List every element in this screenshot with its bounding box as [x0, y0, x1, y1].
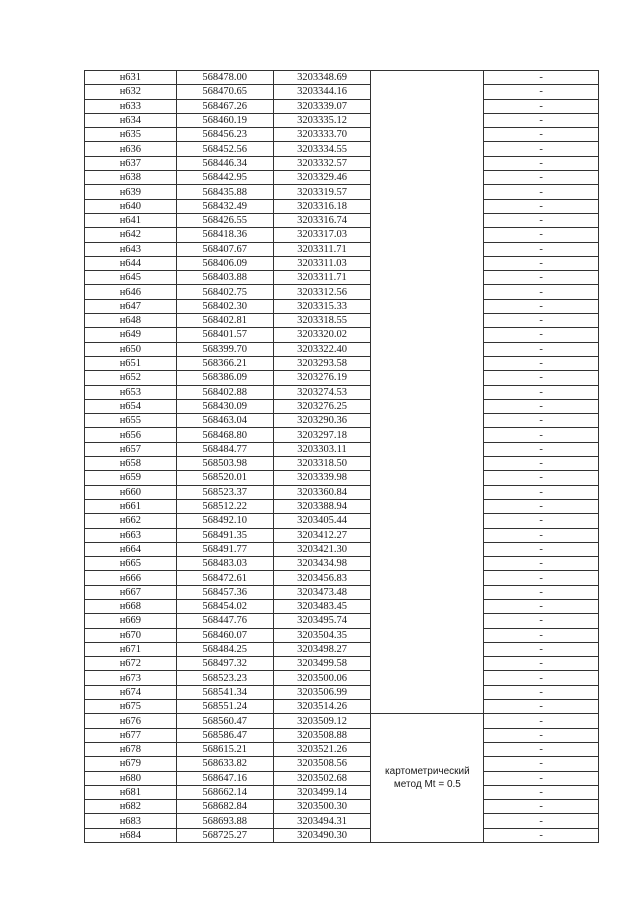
point-cell: н637 — [85, 156, 177, 170]
table-row — [85, 614, 599, 628]
point-cell: н684 — [85, 828, 177, 842]
method-cell — [371, 714, 484, 843]
point-cell: н632 — [85, 85, 177, 99]
point-cell: н679 — [85, 757, 177, 771]
y-coordinate-cell: 3203274.53 — [273, 385, 371, 399]
y-coordinate-cell: 3203320.02 — [273, 328, 371, 342]
note-cell: - — [484, 85, 599, 99]
point-cell: н661 — [85, 499, 177, 513]
x-coordinate-cell: 568467.26 — [176, 99, 273, 113]
table-row — [85, 599, 599, 613]
note-cell: - — [484, 499, 599, 513]
note-cell: - — [484, 542, 599, 556]
table-row — [85, 299, 599, 313]
point-cell: н654 — [85, 399, 177, 413]
point-cell: н674 — [85, 685, 177, 699]
point-cell: н646 — [85, 285, 177, 299]
x-coordinate-cell: 568468.80 — [176, 428, 273, 442]
x-coordinate-cell: 568447.76 — [176, 614, 273, 628]
table-row — [85, 342, 599, 356]
y-coordinate-cell: 3203335.12 — [273, 113, 371, 127]
table-row — [85, 128, 599, 142]
point-cell: н668 — [85, 599, 177, 613]
point-cell: н665 — [85, 557, 177, 571]
y-coordinate-cell: 3203502.68 — [273, 771, 371, 785]
point-cell: н672 — [85, 657, 177, 671]
x-coordinate-cell: 568399.70 — [176, 342, 273, 356]
point-cell: н666 — [85, 571, 177, 585]
y-coordinate-cell: 3203318.50 — [273, 457, 371, 471]
x-coordinate-cell: 568460.19 — [176, 113, 273, 127]
note-cell: - — [484, 342, 599, 356]
y-coordinate-cell: 3203319.57 — [273, 185, 371, 199]
x-coordinate-cell: 568406.09 — [176, 256, 273, 270]
note-cell: - — [484, 156, 599, 170]
point-cell: н653 — [85, 385, 177, 399]
table-row — [85, 428, 599, 442]
note-cell: - — [484, 528, 599, 542]
table-row — [85, 514, 599, 528]
note-cell: - — [484, 557, 599, 571]
point-cell: н667 — [85, 585, 177, 599]
note-cell: - — [484, 514, 599, 528]
point-cell: н635 — [85, 128, 177, 142]
table-row — [85, 142, 599, 156]
coordinates-table-body — [85, 71, 599, 843]
x-coordinate-cell: 568366.21 — [176, 356, 273, 370]
x-coordinate-cell: 568442.95 — [176, 171, 273, 185]
point-cell: н643 — [85, 242, 177, 256]
table-row — [85, 771, 599, 785]
point-cell: н656 — [85, 428, 177, 442]
table-row — [85, 628, 599, 642]
table-row — [85, 99, 599, 113]
y-coordinate-cell: 3203434.98 — [273, 557, 371, 571]
note-cell: - — [484, 714, 599, 728]
note-cell: - — [484, 371, 599, 385]
y-coordinate-cell: 3203329.46 — [273, 171, 371, 185]
note-cell: - — [484, 414, 599, 428]
note-cell: - — [484, 113, 599, 127]
y-coordinate-cell: 3203334.55 — [273, 142, 371, 156]
table-row — [85, 213, 599, 227]
method-note: картометрический метод Mt = 0.5 — [385, 766, 470, 791]
note-cell: - — [484, 614, 599, 628]
point-cell: н652 — [85, 371, 177, 385]
note-cell: - — [484, 771, 599, 785]
table-row — [85, 671, 599, 685]
x-coordinate-cell: 568402.75 — [176, 285, 273, 299]
note-cell: - — [484, 314, 599, 328]
point-cell: н634 — [85, 113, 177, 127]
x-coordinate-cell: 568497.32 — [176, 657, 273, 671]
point-cell: н651 — [85, 356, 177, 370]
x-coordinate-cell: 568647.16 — [176, 771, 273, 785]
y-coordinate-cell: 3203498.27 — [273, 642, 371, 656]
table-row — [85, 371, 599, 385]
y-coordinate-cell: 3203344.16 — [273, 85, 371, 99]
x-coordinate-cell: 568472.61 — [176, 571, 273, 585]
x-coordinate-cell: 568523.23 — [176, 671, 273, 685]
note-cell: - — [484, 471, 599, 485]
point-cell: н658 — [85, 457, 177, 471]
y-coordinate-cell: 3203317.03 — [273, 228, 371, 242]
note-cell: - — [484, 800, 599, 814]
x-coordinate-cell: 568483.03 — [176, 557, 273, 571]
x-coordinate-cell: 568463.04 — [176, 414, 273, 428]
y-coordinate-cell: 3203494.31 — [273, 814, 371, 828]
y-coordinate-cell: 3203483.45 — [273, 599, 371, 613]
point-cell: н678 — [85, 742, 177, 756]
point-cell: н664 — [85, 542, 177, 556]
point-cell: н639 — [85, 185, 177, 199]
note-cell: - — [484, 385, 599, 399]
y-coordinate-cell: 3203521.26 — [273, 742, 371, 756]
x-coordinate-cell: 568520.01 — [176, 471, 273, 485]
y-coordinate-cell: 3203499.58 — [273, 657, 371, 671]
y-coordinate-cell: 3203508.88 — [273, 728, 371, 742]
point-cell: н663 — [85, 528, 177, 542]
x-coordinate-cell: 568541.34 — [176, 685, 273, 699]
note-cell: - — [484, 299, 599, 313]
y-coordinate-cell: 3203412.27 — [273, 528, 371, 542]
point-cell: н669 — [85, 614, 177, 628]
point-cell: н662 — [85, 514, 177, 528]
note-cell: - — [484, 571, 599, 585]
y-coordinate-cell: 3203500.30 — [273, 800, 371, 814]
y-coordinate-cell: 3203499.14 — [273, 785, 371, 799]
x-coordinate-cell: 568491.35 — [176, 528, 273, 542]
point-cell: н671 — [85, 642, 177, 656]
x-coordinate-cell: 568484.77 — [176, 442, 273, 456]
table-row — [85, 571, 599, 585]
coordinates-table — [84, 70, 599, 843]
x-coordinate-cell: 568484.25 — [176, 642, 273, 656]
note-cell: - — [484, 485, 599, 499]
note-cell: - — [484, 599, 599, 613]
x-coordinate-cell: 568615.21 — [176, 742, 273, 756]
note-cell: - — [484, 242, 599, 256]
x-coordinate-cell: 568401.57 — [176, 328, 273, 342]
table-row — [85, 642, 599, 656]
y-coordinate-cell: 3203315.33 — [273, 299, 371, 313]
note-cell: - — [484, 328, 599, 342]
note-cell: - — [484, 728, 599, 742]
x-coordinate-cell: 568418.36 — [176, 228, 273, 242]
note-cell: - — [484, 814, 599, 828]
x-coordinate-cell: 568503.98 — [176, 457, 273, 471]
point-cell: н657 — [85, 442, 177, 456]
x-coordinate-cell: 568551.24 — [176, 700, 273, 714]
x-coordinate-cell: 568470.65 — [176, 85, 273, 99]
table-row — [85, 71, 599, 85]
point-cell: н675 — [85, 700, 177, 714]
note-cell: - — [484, 171, 599, 185]
note-cell: - — [484, 828, 599, 842]
note-cell: - — [484, 785, 599, 799]
note-cell: - — [484, 285, 599, 299]
point-cell: н647 — [85, 299, 177, 313]
x-coordinate-cell: 568492.10 — [176, 514, 273, 528]
x-coordinate-cell: 568452.56 — [176, 142, 273, 156]
x-coordinate-cell: 568407.67 — [176, 242, 273, 256]
note-cell: - — [484, 742, 599, 756]
table-row — [85, 757, 599, 771]
note-cell: - — [484, 428, 599, 442]
note-cell: - — [484, 399, 599, 413]
table-row — [85, 685, 599, 699]
x-coordinate-cell: 568426.55 — [176, 213, 273, 227]
y-coordinate-cell: 3203405.44 — [273, 514, 371, 528]
table-row — [85, 399, 599, 413]
point-cell: н649 — [85, 328, 177, 342]
x-coordinate-cell: 568460.07 — [176, 628, 273, 642]
note-cell: - — [484, 356, 599, 370]
point-cell: н682 — [85, 800, 177, 814]
x-coordinate-cell: 568457.36 — [176, 585, 273, 599]
x-coordinate-cell: 568560.47 — [176, 714, 273, 728]
table-row — [85, 328, 599, 342]
table-row — [85, 414, 599, 428]
table-row — [85, 542, 599, 556]
point-cell: н673 — [85, 671, 177, 685]
x-coordinate-cell: 568693.88 — [176, 814, 273, 828]
point-cell: н670 — [85, 628, 177, 642]
table-row — [85, 800, 599, 814]
x-coordinate-cell: 568386.09 — [176, 371, 273, 385]
point-cell: н659 — [85, 471, 177, 485]
table-row — [85, 242, 599, 256]
note-cell: - — [484, 585, 599, 599]
y-coordinate-cell: 3203339.07 — [273, 99, 371, 113]
note-cell: - — [484, 628, 599, 642]
point-cell: н650 — [85, 342, 177, 356]
point-cell: н642 — [85, 228, 177, 242]
note-cell: - — [484, 457, 599, 471]
note-cell: - — [484, 700, 599, 714]
x-coordinate-cell: 568432.49 — [176, 199, 273, 213]
point-cell: н677 — [85, 728, 177, 742]
y-coordinate-cell: 3203312.56 — [273, 285, 371, 299]
point-cell: н676 — [85, 714, 177, 728]
table-row — [85, 271, 599, 285]
note-cell: - — [484, 657, 599, 671]
x-coordinate-cell: 568725.27 — [176, 828, 273, 842]
y-coordinate-cell: 3203333.70 — [273, 128, 371, 142]
note-cell: - — [484, 642, 599, 656]
x-coordinate-cell: 568523.37 — [176, 485, 273, 499]
point-cell: н638 — [85, 171, 177, 185]
table-row — [85, 742, 599, 756]
y-coordinate-cell: 3203456.83 — [273, 571, 371, 585]
x-coordinate-cell: 568446.34 — [176, 156, 273, 170]
y-coordinate-cell: 3203490.30 — [273, 828, 371, 842]
table-row — [85, 814, 599, 828]
y-coordinate-cell: 3203293.58 — [273, 356, 371, 370]
point-cell: н648 — [85, 314, 177, 328]
note-cell: - — [484, 442, 599, 456]
table-row — [85, 499, 599, 513]
y-coordinate-cell: 3203297.18 — [273, 428, 371, 442]
x-coordinate-cell: 568402.81 — [176, 314, 273, 328]
x-coordinate-cell: 568454.02 — [176, 599, 273, 613]
table-row — [85, 85, 599, 99]
note-cell: - — [484, 256, 599, 270]
y-coordinate-cell: 3203339.98 — [273, 471, 371, 485]
table-row — [85, 185, 599, 199]
y-coordinate-cell: 3203276.25 — [273, 399, 371, 413]
y-coordinate-cell: 3203322.40 — [273, 342, 371, 356]
y-coordinate-cell: 3203508.56 — [273, 757, 371, 771]
table-row — [85, 828, 599, 842]
y-coordinate-cell: 3203348.69 — [273, 71, 371, 85]
y-coordinate-cell: 3203388.94 — [273, 499, 371, 513]
x-coordinate-cell: 568402.88 — [176, 385, 273, 399]
y-coordinate-cell: 3203473.48 — [273, 585, 371, 599]
x-coordinate-cell: 568403.88 — [176, 271, 273, 285]
y-coordinate-cell: 3203290.36 — [273, 414, 371, 428]
point-cell: н641 — [85, 213, 177, 227]
table-row — [85, 385, 599, 399]
x-coordinate-cell: 568402.30 — [176, 299, 273, 313]
x-coordinate-cell: 568435.88 — [176, 185, 273, 199]
table-row — [85, 557, 599, 571]
y-coordinate-cell: 3203316.18 — [273, 199, 371, 213]
table-row — [85, 199, 599, 213]
x-coordinate-cell: 568682.84 — [176, 800, 273, 814]
x-coordinate-cell: 568491.77 — [176, 542, 273, 556]
table-row — [85, 314, 599, 328]
table-row — [85, 442, 599, 456]
point-cell: н640 — [85, 199, 177, 213]
note-cell: - — [484, 757, 599, 771]
note-cell: - — [484, 213, 599, 227]
table-row — [85, 657, 599, 671]
note-cell: - — [484, 271, 599, 285]
y-coordinate-cell: 3203500.06 — [273, 671, 371, 685]
note-cell: - — [484, 671, 599, 685]
point-cell: н655 — [85, 414, 177, 428]
note-cell: - — [484, 128, 599, 142]
note-cell: - — [484, 185, 599, 199]
table-row — [85, 228, 599, 242]
table-row — [85, 585, 599, 599]
y-coordinate-cell: 3203506.99 — [273, 685, 371, 699]
point-cell: н636 — [85, 142, 177, 156]
point-cell: н680 — [85, 771, 177, 785]
method-cell-empty — [371, 71, 484, 714]
table-row — [85, 356, 599, 370]
point-cell: н681 — [85, 785, 177, 799]
x-coordinate-cell: 568430.09 — [176, 399, 273, 413]
point-cell: н660 — [85, 485, 177, 499]
table-row — [85, 700, 599, 714]
table-row — [85, 256, 599, 270]
table-row — [85, 528, 599, 542]
table-row — [85, 156, 599, 170]
y-coordinate-cell: 3203311.03 — [273, 256, 371, 270]
y-coordinate-cell: 3203421.30 — [273, 542, 371, 556]
y-coordinate-cell: 3203509.12 — [273, 714, 371, 728]
x-coordinate-cell: 568512.22 — [176, 499, 273, 513]
point-cell: н631 — [85, 71, 177, 85]
table-row — [85, 728, 599, 742]
y-coordinate-cell: 3203332.57 — [273, 156, 371, 170]
y-coordinate-cell: 3203316.74 — [273, 213, 371, 227]
x-coordinate-cell: 568586.47 — [176, 728, 273, 742]
table-row — [85, 714, 599, 728]
x-coordinate-cell: 568633.82 — [176, 757, 273, 771]
point-cell: н683 — [85, 814, 177, 828]
y-coordinate-cell: 3203514.26 — [273, 700, 371, 714]
note-cell: - — [484, 142, 599, 156]
table-row — [85, 785, 599, 799]
x-coordinate-cell: 568478.00 — [176, 71, 273, 85]
note-cell: - — [484, 199, 599, 213]
y-coordinate-cell: 3203495.74 — [273, 614, 371, 628]
table-row — [85, 171, 599, 185]
note-cell: - — [484, 71, 599, 85]
x-coordinate-cell: 568662.14 — [176, 785, 273, 799]
table-row — [85, 485, 599, 499]
point-cell: н644 — [85, 256, 177, 270]
y-coordinate-cell: 3203360.84 — [273, 485, 371, 499]
y-coordinate-cell: 3203311.71 — [273, 271, 371, 285]
y-coordinate-cell: 3203303.11 — [273, 442, 371, 456]
note-cell: - — [484, 228, 599, 242]
y-coordinate-cell: 3203276.19 — [273, 371, 371, 385]
note-cell: - — [484, 685, 599, 699]
y-coordinate-cell: 3203318.55 — [273, 314, 371, 328]
table-row — [85, 285, 599, 299]
table-row — [85, 471, 599, 485]
note-cell: - — [484, 99, 599, 113]
table-row — [85, 113, 599, 127]
y-coordinate-cell: 3203311.71 — [273, 242, 371, 256]
point-cell: н645 — [85, 271, 177, 285]
table-row — [85, 457, 599, 471]
y-coordinate-cell: 3203504.35 — [273, 628, 371, 642]
point-cell: н633 — [85, 99, 177, 113]
x-coordinate-cell: 568456.23 — [176, 128, 273, 142]
